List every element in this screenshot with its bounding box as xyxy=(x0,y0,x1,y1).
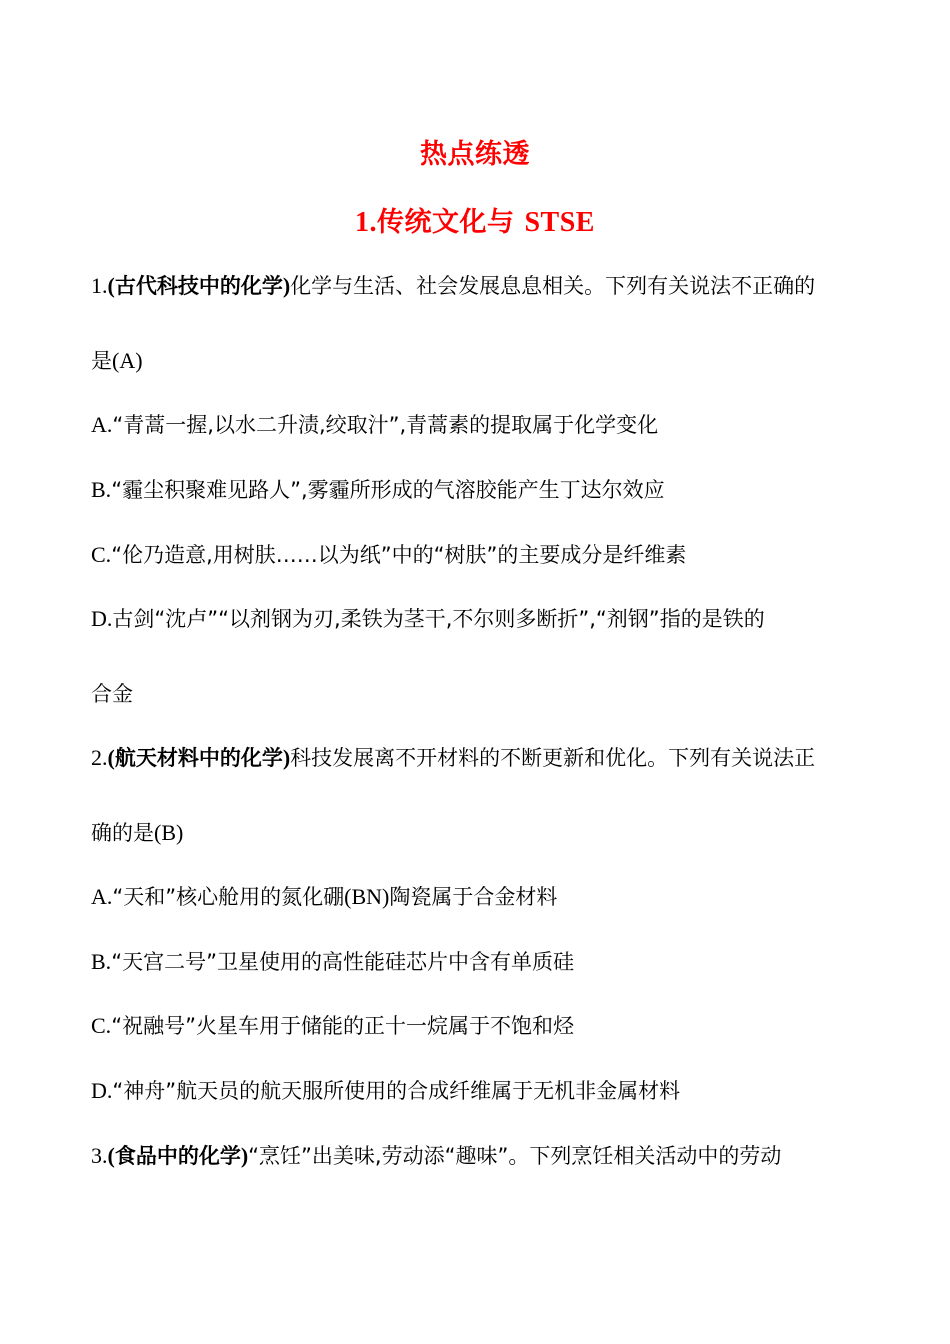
question-1-answer: (A) xyxy=(112,348,143,373)
question-2-answer: (B) xyxy=(154,820,184,845)
question-3-tag: 食品中的化学 xyxy=(114,1144,241,1168)
question-1-option-d: D.古剑“沈卢”“以剂钢为刃,柔铁为茎干,不尔则多断折”,“剂钢”指的是铁的 xyxy=(91,606,765,631)
question-2-stem-line1: 2.(航天材料中的化学)科技发展离不开材料的不断更新和优化。下列有关说法正 xyxy=(91,745,816,770)
question-2-tag: 航天材料中的化学 xyxy=(114,746,283,770)
section-number: 1. xyxy=(355,207,378,238)
question-1-option-a: A.“青蒿一握,以水二升渍,绞取汁”,青蒿素的提取属于化学变化 xyxy=(91,412,659,437)
question-3-stem: “烹饪”出美味,劳动添“趣味”。下列烹饪相关活动中的劳动 xyxy=(248,1144,782,1168)
question-2-option-c: C.“祝融号”火星车用于储能的正十一烷属于不饱和烃 xyxy=(91,1013,574,1038)
question-2-option-b: B.“天宫二号”卫星使用的高性能硅芯片中含有单质硅 xyxy=(91,949,574,974)
page-title: 热点练透 xyxy=(420,139,530,170)
question-2-number: 2. xyxy=(91,745,108,770)
question-3-number: 3. xyxy=(91,1143,108,1168)
question-2-stem-line2: 确的是(B) xyxy=(91,820,184,845)
section-title xyxy=(0,200,950,239)
question-1-option-d-line2: 合金 xyxy=(91,682,133,706)
question-2-option-a: A.“天和”核心舱用的氮化硼(BN)陶瓷属于合金材料 xyxy=(91,884,558,909)
question-2-stem: 科技发展离不开材料的不断更新和优化。下列有关说法正 xyxy=(290,746,816,770)
section-title-text: 传统文化与 xyxy=(377,207,515,238)
question-2-option-d: D.“神舟”航天员的航天服所使用的合成纤维属于无机非金属材料 xyxy=(91,1078,681,1103)
question-3-stem-line1: 3.(食品中的化学)“烹饪”出美味,劳动添“趣味”。下列烹饪相关活动中的劳动 xyxy=(91,1143,782,1168)
question-1-option-c: C.“伦乃造意,用树肤……以为纸”中的“树肤”的主要成分是纤维素 xyxy=(91,542,687,567)
question-1-tag: 古代科技中的化学 xyxy=(114,274,283,298)
question-1-option-b: B.“霾尘积聚难见路人”,雾霾所形成的气溶胶能产生丁达尔效应 xyxy=(91,477,665,502)
question-1-stem-line2: 是(A) xyxy=(91,348,143,373)
question-1-number: 1. xyxy=(91,273,108,298)
section-title-latin: STSE xyxy=(524,207,595,238)
question-1-stem-line1: 1.(古代科技中的化学)化学与生活、社会发展息息相关。下列有关说法不正确的 xyxy=(91,273,816,298)
question-1-stem: 化学与生活、社会发展息息相关。下列有关说法不正确的 xyxy=(290,274,816,298)
